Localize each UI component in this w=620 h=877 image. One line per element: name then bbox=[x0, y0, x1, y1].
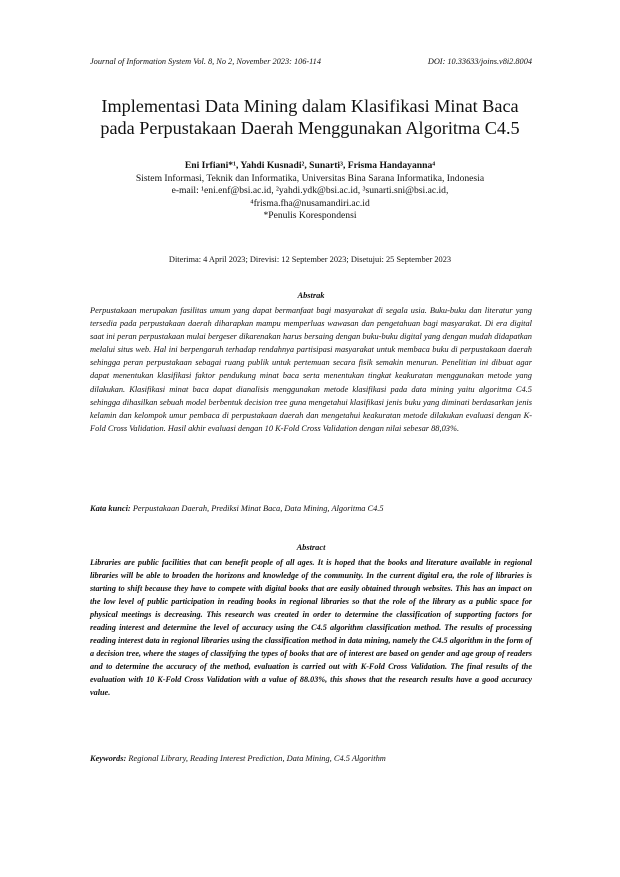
author-names: Eni Irfiani*¹, Yahdi Kusnadi², Sunarti³, Frisma Handayanna⁴ bbox=[184, 160, 436, 171]
email-line-2: ⁴frisma.fha@nusamandiri.ac.id bbox=[250, 197, 370, 209]
title-line-2: pada Perpustakaan Daerah Menggunakan Algoritma C4.5 bbox=[100, 118, 520, 138]
journal-citation: Journal of Information System Vol. 8, No 2, November 2023: 106-114 bbox=[90, 57, 321, 66]
affiliation: Sistem Informasi, Teknik dan Informatika, Universitas Bina Sarana Informatika, Indonesia bbox=[135, 172, 485, 184]
abstract-heading: Abstract bbox=[296, 543, 326, 552]
keywords bbox=[90, 754, 532, 763]
paper-title bbox=[60, 95, 560, 139]
corresponding-author: *Penulis Korespondensi bbox=[263, 210, 357, 221]
kata-kunci bbox=[90, 504, 532, 513]
keywords-values: Regional Library, Reading Interest Prediction, Data Mining, C4.5 Algorithm bbox=[128, 754, 386, 763]
keywords-label: Keywords: bbox=[90, 754, 127, 763]
kata-kunci-label: Kata kunci: bbox=[90, 504, 131, 513]
abstrak-heading: Abstrak bbox=[297, 291, 325, 300]
title-line-1: Implementasi Data Mining dalam Klasifikasi Minat Baca bbox=[101, 96, 519, 116]
running-header bbox=[90, 57, 532, 66]
submission-dates: Diterima: 4 April 2023; Direvisi: 12 September 2023; Disetujui: 25 September 2023 bbox=[168, 255, 452, 264]
kata-kunci-values: Perpustakaan Daerah, Prediksi Minat Baca, Data Mining, Algoritma C4.5 bbox=[132, 504, 384, 513]
doi: DOI: 10.33633/joins.v8i2.8004 bbox=[427, 57, 532, 66]
author-block bbox=[60, 160, 560, 223]
abstrak-text: Perpustakaan merupakan fasilitas umum yang dapat bermanfaat bagi masyarakat di segala usia. Buku-buku dan literatur yang tersedia pada perpustakaan daerah diharapkan mampu memperluas wawasan dan pengetahuan bagi masyarakat. Di era digital saat ini peran perpustakaan mulai bergeser dikarenakan harus bersaing dengan buku-buku digital yang dengan mudah didapatkan melalui situs web. Hal ini berpengaruh terhadap rendahnya partisipasi masyarakat untuk membaca buku di perpustakaan daerah sehingga peran perpustakaan sebagai ruang publik untuk pertemuan secara fisik semakin menurun. Penelitian ini dibuat agar dapat menentukan klasifikasi faktor pendukung minat baca serta menentukan tingkat keakuratan menggunakan metode yang dilakukan. Klasifikasi minat baca dapat dianalisis menggunakan metode klasifikasi pada data mining yaitu algoritma C4.5 sehingga dihasilkan sebuah model berbentuk decision tree guna mengetahui klasifikasi jenis buku yang diminati berdasarkan jenis kelamin dan kelompok umur pembaca di perpustakaan daerah dan mengetahui keakuratan metode dilakukan evaluasi dengan K-Fold Cross Validation. Hasil akhir evaluasi dengan 10 K-Fold Cross Validation dengan nilai sebesar 88,03%. bbox=[90, 306, 532, 433]
email-line-1: e-mail: ¹eni.enf@bsi.ac.id, ²yahdi.ydk@bsi.ac.id, ³sunarti.sni@bsi.ac.id, bbox=[171, 185, 449, 196]
abstract-text: Libraries are public facilities that can benefit people of all ages. It is hoped that the books and literature available in regional libraries will be able to broaden the horizons and knowledge of the community. In the current digital era, the role of libraries is starting to shift because they have to compete with digital books that are easily obtained through websites. This has an impact on the low level of public participation in reading books in regional libraries so that the role of the library as a public space for physical meetings is decreasing. This research was created in order to determine the classification of supporting factors for reading interest and determine the level of accuracy using the C4.5 algorithm classification method. The results of processing reading interest data in regional libraries using the classification method in data mining, namely the C4.5 algorithm in the form of a decision tree, where the stages of classifying the types of books that are of interest are based on gender and age group of readers and to determine the accuracy of the method, evaluation is carried out with K-Fold Cross Validation. The final results of the evaluation with 10 K-Fold Cross Validation with a value of 88.03%, this shows that the research results have a good accuracy value. bbox=[90, 558, 532, 697]
